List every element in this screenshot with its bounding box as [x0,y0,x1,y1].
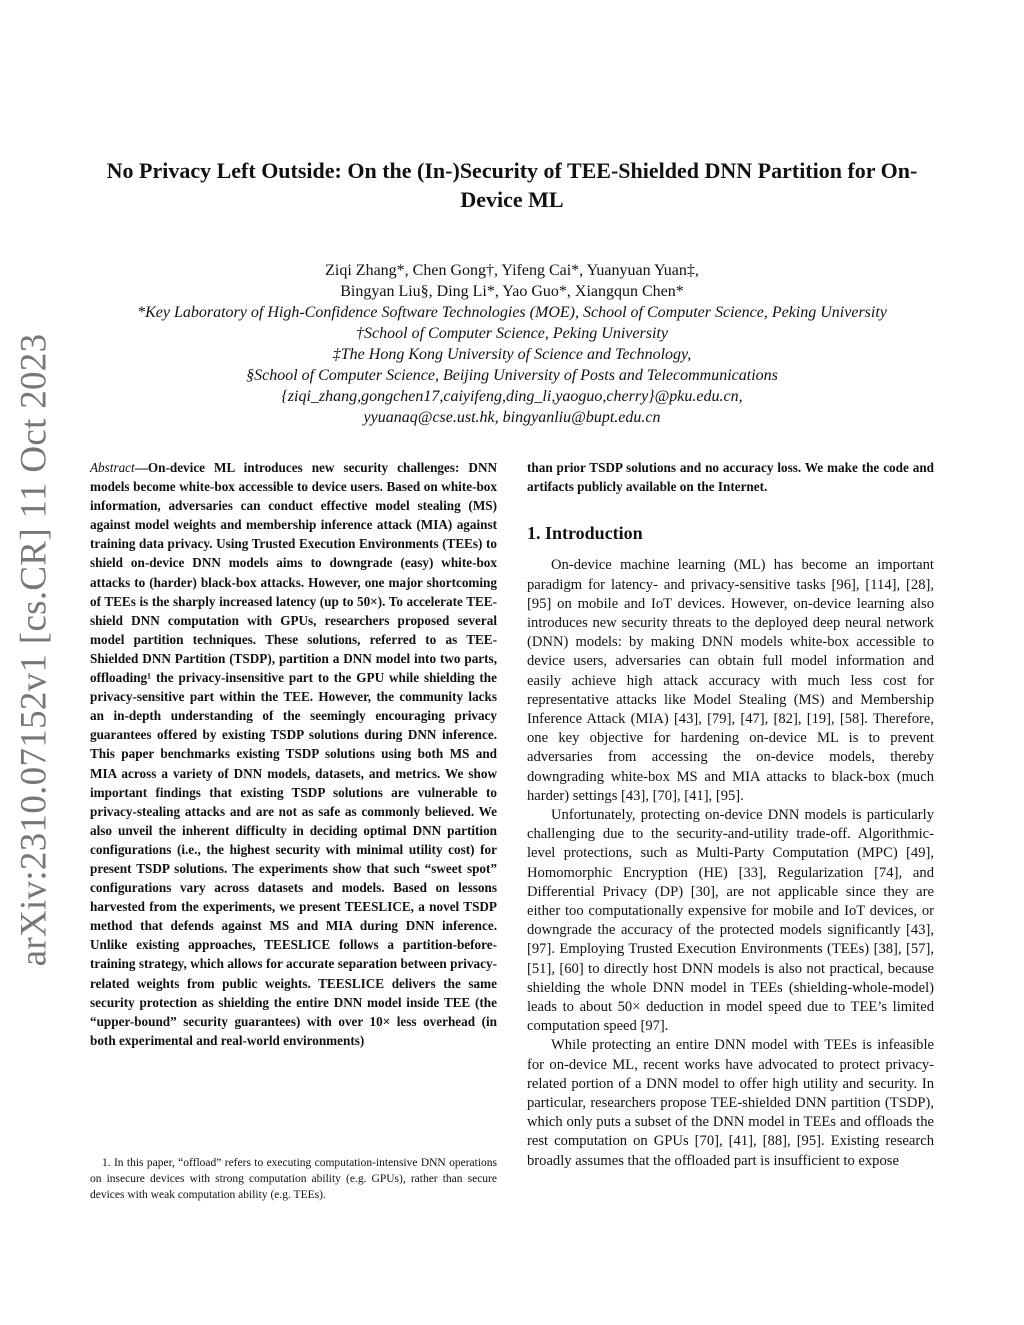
author-line-2: Bingyan Liu§, Ding Li*, Yao Guo*, Xiangqun Chen* [340,283,684,300]
footnote-text: 1. In this paper, “offload” refers to executing computation-intensive DNN operations on insecure devices with strong computation ability (e.g. GPUs), rather than secure devices with weak computation ability (e.g. TEEs). [90,1157,497,1201]
paper-title: No Privacy Left Outside: On the (In-)Security of TEE-Shielded DNN Partition for On-Device ML [106,158,918,212]
right-column [527,458,934,1171]
section-heading: 1. Introduction [527,523,643,544]
intro-paragraph-1: On-device machine learning (ML) has become an important paradigm for latency- and privacy-sensitive tasks [96], [114], [28], [95] on mobile and IoT devices. However, on-device learning also introduces new security threats to the deployed deep neural network (DNN) models: by making DNN models white-box accessible to device users, adversaries can obtain full model information and easily achieve high attack accuracy with much less cost for representative attacks like Model Stealing (MS) and Membership Inference Attack (MIA) [43], [79], [47], [82], [19], [58]. Therefore, one key objective for hardening on-device ML is to prevent adversaries from accessing the on-device models, thereby downgrading white-box MS and MIA attacks to black-box (much harder) settings [43], [70], [41], [95]. [527,557,934,804]
author-block [80,260,944,428]
affiliation-4: §School of Computer Science, Beijing University of Posts and Telecommunications [246,367,778,384]
arxiv-identifier: arXiv:2310.07152v1 [cs.CR] 11 Oct 2023 [13,333,55,967]
footnote [90,1155,497,1203]
intro-paragraph-2: Unfortunately, protecting on-device DNN models is particularly challenging due to the security-and-utility trade-off. Algorithmic-level protections, such as Multi-Party Computation (MPC) [49], Homomorphic Encryption (HE) [33], Regularization [74], and Differential Privacy (DP) [30], are not applicable since they are either too computationally expensive for mobile and IoT devices, or downgrade the accuracy of the protected models significantly [43], [97]. Employing Trusted Execution Environments (TEEs) [38], [57], [51], [60] to directly host DNN models is also not practical, because shielding the whole DNN model in TEEs (shielding-whole-model) leads to about 50× deduction in model speed due to TEE’s limited computation speed [97]. [527,807,934,1035]
arxiv-sidebar [12,333,56,967]
abstract-continuation: than prior TSDP solutions and no accuracy loss. We make the code and artifacts publicly available on the Internet. [527,460,934,495]
emails-line-2: yyuanaq@cse.ust.hk, bingyanliu@bupt.edu.cn [363,409,661,426]
left-column [90,458,497,1050]
affiliation-2: †School of Computer Science, Peking University [356,325,668,342]
author-line-1: Ziqi Zhang*, Chen Gong†, Yifeng Cai*, Yuanyuan Yuan‡, [325,262,699,279]
abstract-text: —On-device ML introduces new security challenges: DNN models become white-box accessible to device users. Based on white-box information, adversaries can conduct effective model stealing (MS) against model weights and membership inference attack (MIA) against training data privacy. Using Trusted Execution Environments (TEEs) to shield on-device DNN models aims to downgrade (easy) white-box attacks to (harder) black-box attacks. However, one major shortcoming of TEEs is the sharply increased latency (up to 50×). To accelerate TEE-shield DNN computation with GPUs, researchers proposed several model partition techniques. These solutions, referred to as TEE-Shielded DNN Partition (TSDP), partition a DNN model into two parts, offloading¹ the privacy-insensitive part to the GPU while shielding the privacy-sensitive part within the TEE. However, the community lacks an in-depth understanding of the seemingly encouraging privacy guarantees offered by existing TSDP solutions during DNN inference. This paper benchmarks existing TSDP solutions using both MS and MIA across a variety of DNN models, datasets, and metrics. We show important findings that existing TSDP solutions are vulnerable to privacy-stealing attacks and are not as safe as commonly believed. We also unveil the inherent difficulty in deciding optimal DNN partition configurations (i.e., the highest security with minimal utility cost) for present TSDP solutions. The experiments show that such “sweet spot” configurations vary across datasets and models. Based on lessons harvested from the experiments, we present TEESLICE, a novel TSDP method that defends against MS and MIA during DNN inference. Unlike existing approaches, TEESLICE follows a partition-before-training strategy, which allows for accurate separation between privacy-related weights from public weights. TEESLICE delivers the same security protection as shielding the entire DNN model inside TEE (the “upper-bound” security guarantees) with over 10× less overhead (in both experimental and real-world environments) [90,460,497,1048]
abstract-label: Abstract [90,460,135,475]
affiliation-3: ‡The Hong Kong University of Science and Technology, [332,346,692,363]
emails-line-1: {ziqi_zhang,gongchen17,caiyifeng,ding_li,yaoguo,cherry}@pku.edu.cn, [281,388,743,405]
affiliation-1: *Key Laboratory of High-Confidence Software Technologies (MOE), School of Computer Science, Peking University [137,304,887,321]
abstract [90,458,497,1050]
intro-paragraph-3: While protecting an entire DNN model with TEEs is infeasible for on-device ML, recent works have advocated to protect privacy-related portion of a DNN model to offer high utility and security. In particular, researchers propose TEE-shielded DNN partition (TSDP), which only puts a subset of the DNN model in TEEs and offloads the rest computation on GPUs [70], [41], [88], [95]. Existing research broadly assumes that the offloaded part is insufficient to expose [527,1037,934,1169]
